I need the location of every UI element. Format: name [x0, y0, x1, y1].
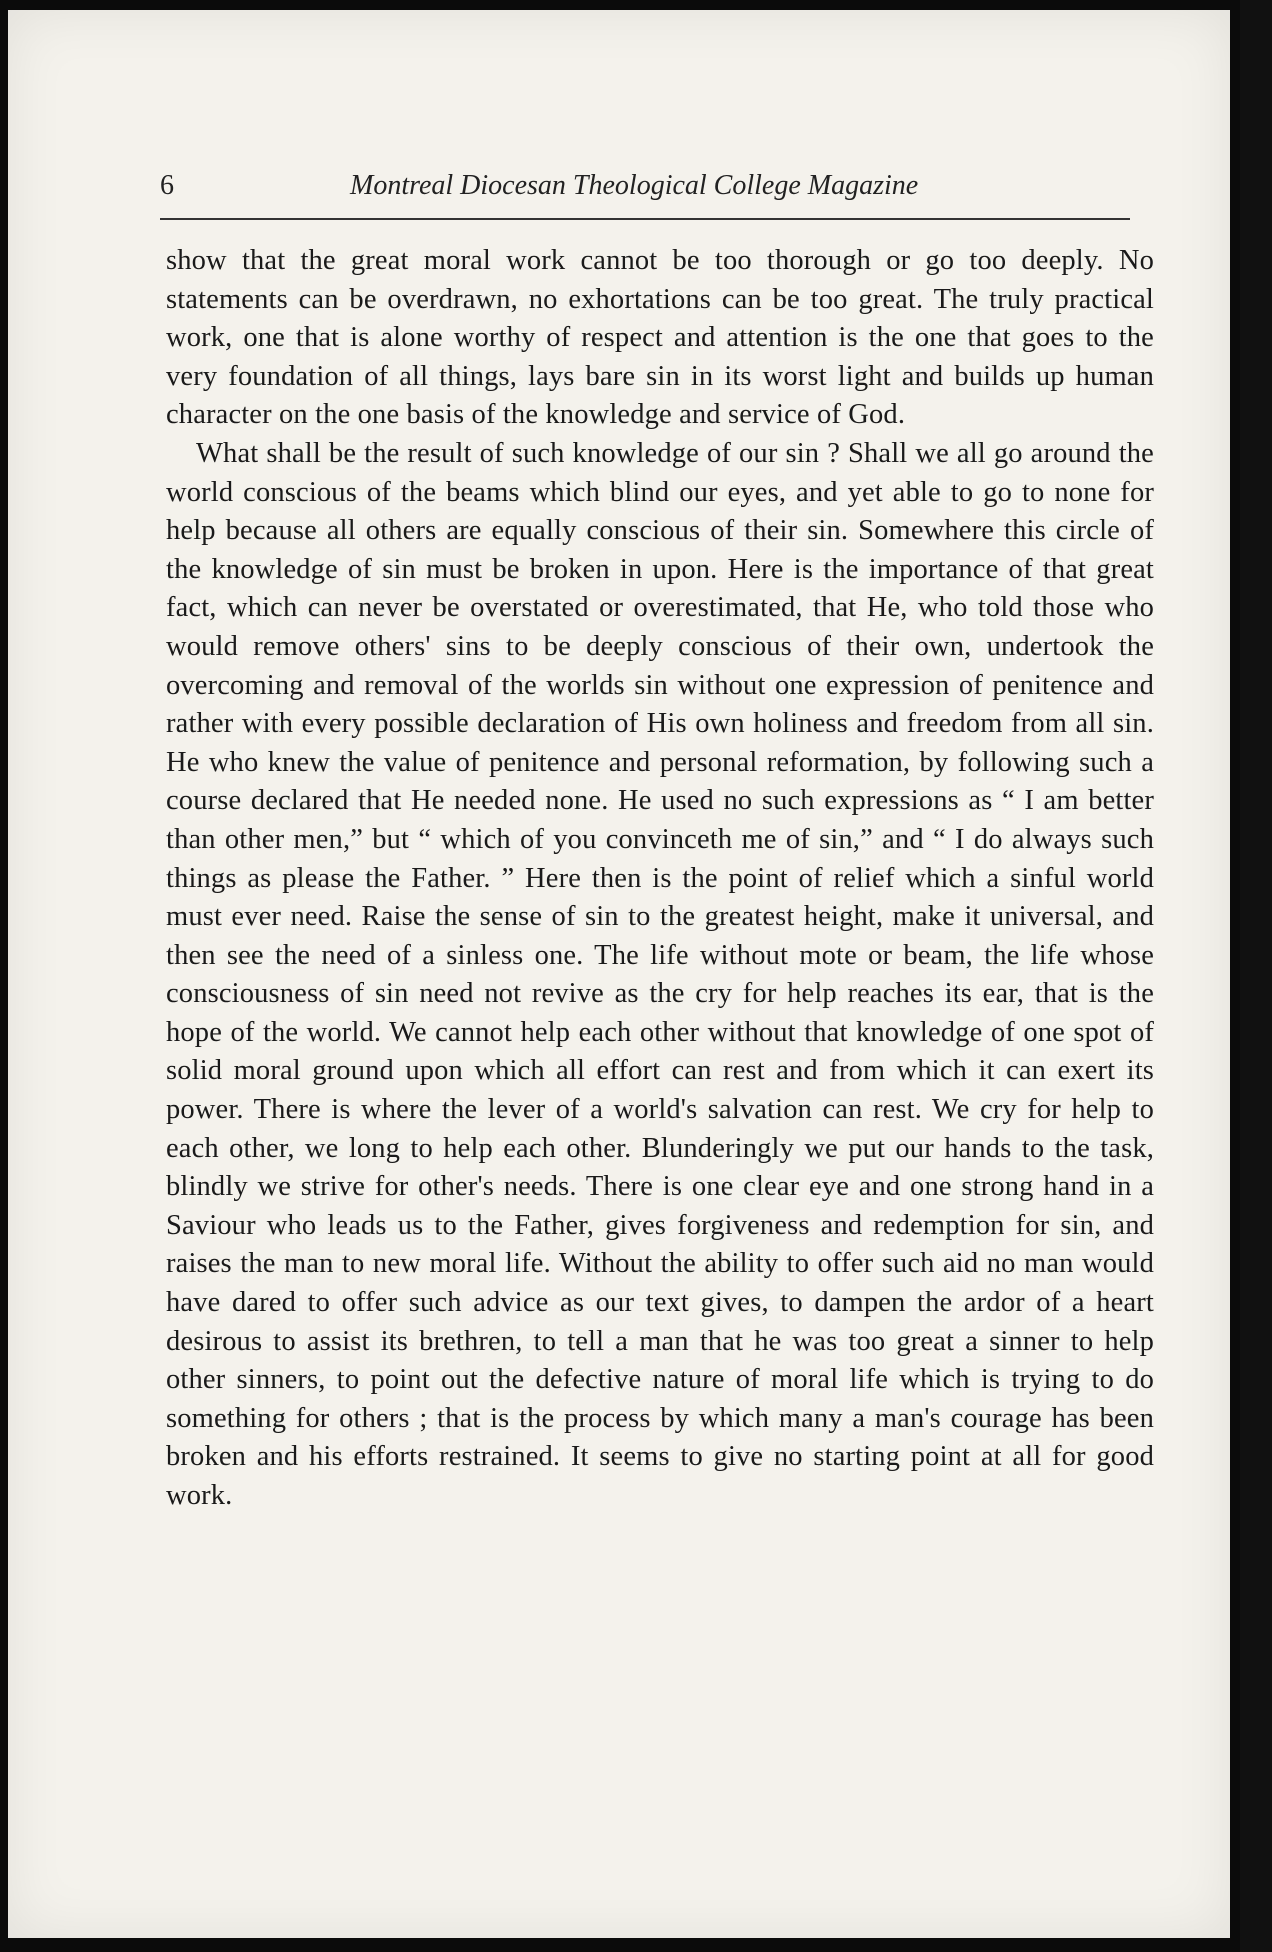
paragraph: What shall be the result of such knowledge of our sin ? Shall we all go around the world conscious of the beams which blind our eyes, and yet able to go to none for help because all others are equally conscious of their sin. Somewhere this circle of the knowledge of sin must be broken in upon. Here is the importance of that great fact, which can never be overstated or overestimated, that He, who told those who would remove others' sins to be deeply conscious of their own, undertook the overcoming and removal of the worlds sin without one expression of penitence and rather with every possible declaration of His own holiness and freedom from all sin. He who knew the value of penitence and personal reformation, by following such a course declared that He needed none. He used no such expressions as “ I am better than other men,” but “ which of you convinceth me of sin,” and “ I do always such things as please the Father. ” Here then is the point of relief which a sinful world must ever need. Raise the sense of sin to the greatest height, make it universal, and then see the need of a sinless one. The life without mote or beam, the life whose consciousness of sin need not revive as the cry for help reaches its ear, that is the hope of the world. We cannot help each other without that knowledge of one spot of solid moral ground upon which all effort can rest and from which it can exert its power. There is where the lever of a world's salvation can rest. We cry for help to each other, we long to help each other. Blunderingly we put our hands to the task, blindly we strive for other's needs. There is one clear eye and one strong hand in a Saviour who leads us to the Father, gives forgiveness and redemption for sin, and raises the man to new moral life. Without the ability to offer such aid no man would have dared to offer such advice as our text gives, to dampen the ardor of a heart desirous to assist its brethren, to tell a man that he was too great a sinner to help other sinners, to point out the defective nature of moral life which is trying to do something for others ; that is the process by which many a man's courage has been broken and his efforts restrained. It seems to give no starting point at all for good work. [166, 437, 1154, 1511]
running-title: Montreal Diocesan Theological College Magazine [350, 170, 919, 201]
header-rule [160, 218, 1130, 220]
page-header [160, 170, 1130, 218]
page-number: 6 [160, 170, 174, 201]
paragraph: show that the great moral work cannot be too thorough or go too deeply. No statements can be overdrawn, no exhortations can be too great. The truly practical work, one that is alone worthy of respect and attention is the one that goes to the very foundation of all things, lays bare sin in its worst light and builds up human character on the one basis of the knowledge and service of God. [166, 245, 1154, 431]
body-text [166, 242, 1154, 1516]
scan-border [1240, 0, 1272, 1952]
book-page [8, 10, 1230, 1938]
